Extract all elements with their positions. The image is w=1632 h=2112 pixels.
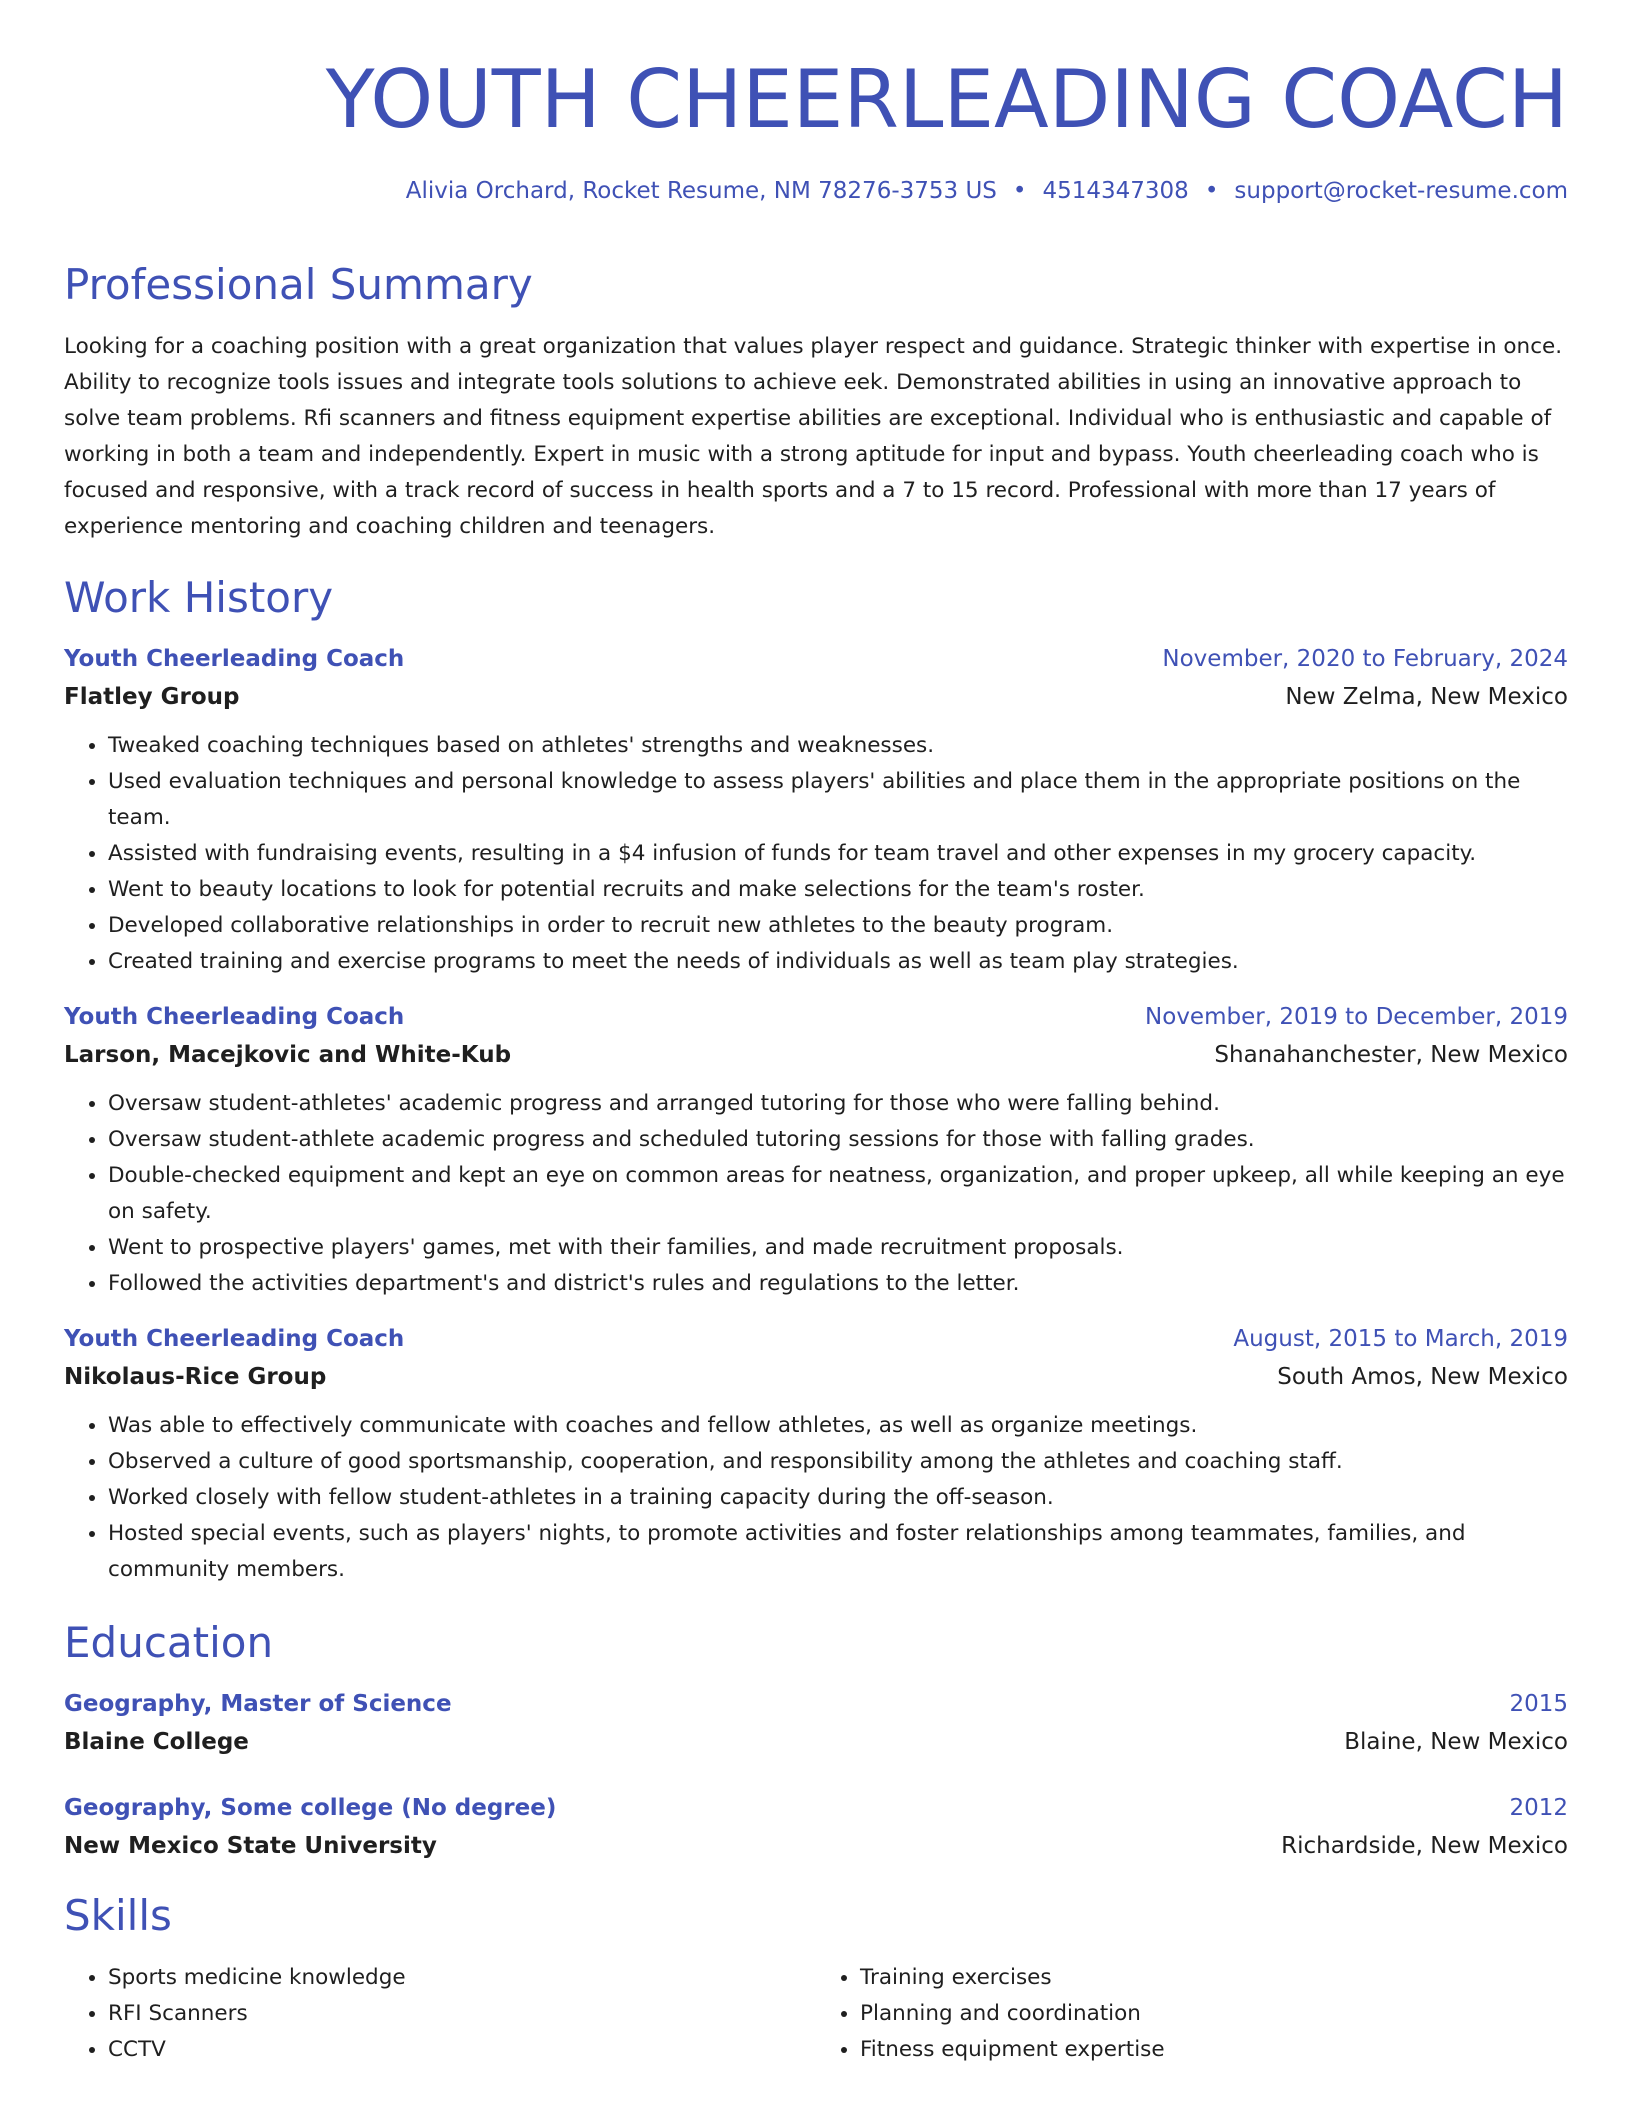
education-school: New Mexico State University	[64, 1833, 437, 1859]
skills-grid	[64, 1960, 1568, 2068]
skills-column-left	[64, 1960, 816, 2068]
job-location: South Amos, New Mexico	[1277, 1364, 1568, 1390]
job-bullet: • Worked closely with fellow student-athletes in a training capacity during the off-season.	[108, 1480, 1568, 1516]
education-heading: Education	[64, 1618, 274, 1667]
job-company-row	[64, 1042, 1568, 1068]
job-company: Nikolaus-Rice Group	[64, 1364, 327, 1390]
education-degree-row	[64, 1795, 1568, 1821]
job-bullet: • Observed a culture of good sportsmanship, cooperation, and responsibility among the athletes and coaching staff.	[108, 1444, 1568, 1480]
education-year: 2015	[1509, 1691, 1568, 1717]
job-location: Shanahanchester, New Mexico	[1214, 1042, 1568, 1068]
job-title-row	[64, 1004, 1568, 1030]
contact-line	[64, 178, 1568, 204]
education-school-row	[64, 1833, 1568, 1859]
skill-item: • Planning and coordination	[860, 1996, 1568, 2032]
education-entry	[64, 1795, 1568, 1859]
job-bullet: • Assisted with fundraising events, resulting in a $4 infusion of funds for team travel and other expenses in my grocery capacity.	[108, 836, 1568, 872]
job-dates: November, 2019 to December, 2019	[1145, 1004, 1568, 1030]
skills-list	[64, 1960, 816, 2068]
job-title: Youth Cheerleading Coach	[64, 646, 405, 672]
contact-email[interactable]: support@rocket-resume.com	[1234, 178, 1568, 204]
education-school: Blaine College	[64, 1729, 249, 1755]
education-degree: Geography, Master of Science	[64, 1691, 452, 1717]
job-title-row	[64, 1326, 1568, 1352]
job-bullet: • Tweaked coaching techniques based on athletes' strengths and weaknesses.	[108, 728, 1568, 764]
job-title: Youth Cheerleading Coach	[64, 1004, 405, 1030]
resume-title: YOUTH CHEERLEADING COACH	[325, 53, 1568, 146]
job-bullets	[64, 728, 1568, 980]
job-bullet: • Went to prospective players' games, met with their families, and made recruitment proposals.	[108, 1230, 1568, 1266]
summary-heading: Professional Summary	[64, 260, 533, 309]
job-dates: August, 2015 to March, 2019	[1233, 1326, 1568, 1352]
job-company-row	[64, 1364, 1568, 1390]
job-company: Larson, Macejkovic and White-Kub	[64, 1042, 512, 1068]
job-company-row	[64, 684, 1568, 710]
job-entry	[64, 1004, 1568, 1302]
contact-separator: •	[1012, 178, 1027, 204]
skill-item: • Sports medicine knowledge	[108, 1960, 816, 1996]
job-bullet: • Used evaluation techniques and personal knowledge to assess players' abilities and place them in the appropriate positions on the team.	[108, 764, 1568, 836]
education-school-row	[64, 1729, 1568, 1755]
job-bullet: • Hosted special events, such as players' nights, to promote activities and foster relationships among teammates, families, and community members.	[108, 1516, 1568, 1588]
job-company: Flatley Group	[64, 684, 240, 710]
job-dates: November, 2020 to February, 2024	[1162, 646, 1568, 672]
education-location: Blaine, New Mexico	[1344, 1729, 1568, 1755]
skill-item: • Training exercises	[860, 1960, 1568, 1996]
job-bullet: • Developed collaborative relationships in order to recruit new athletes to the beauty program.	[108, 908, 1568, 944]
job-title: Youth Cheerleading Coach	[64, 1326, 405, 1352]
job-entry	[64, 646, 1568, 980]
skills-column-right	[816, 1960, 1568, 2068]
education-degree-row	[64, 1691, 1568, 1717]
education-entry	[64, 1691, 1568, 1755]
job-bullet: • Oversaw student-athlete academic progress and scheduled tutoring sessions for those with falling grades.	[108, 1122, 1568, 1158]
job-bullet: • Was able to effectively communicate with coaches and fellow athletes, as well as organize meetings.	[108, 1408, 1568, 1444]
skill-item: • CCTV	[108, 2032, 816, 2068]
skill-item: • RFI Scanners	[108, 1996, 816, 2032]
job-bullets	[64, 1086, 1568, 1302]
skills-list	[816, 1960, 1568, 2068]
contact-phone: 4514347308	[1042, 178, 1189, 204]
job-bullet: • Double-checked equipment and kept an eye on common areas for neatness, organization, and proper upkeep, all while keeping an eye on safety.	[108, 1158, 1568, 1230]
contact-separator: •	[1204, 178, 1219, 204]
education-year: 2012	[1509, 1795, 1568, 1821]
job-title-row	[64, 646, 1568, 672]
job-bullet: • Oversaw student-athletes' academic progress and arranged tutoring for those who were falling behind.	[108, 1086, 1568, 1122]
work-history-heading: Work History	[64, 573, 334, 622]
summary-text: Looking for a coaching position with a great organization that values player respect and guidance. Strategic thinker with expertise in once. Ability to recognize tools issues and integrate tools solutions to achieve eek. Demonstrated abilities in using an innovative approach to solve team problems. Rfi scanners and fitness equipment expertise abilities are exceptional. Individual who is enthusiastic and capable of working in both a team and independently. Expert in music with a strong aptitude for input and bypass. Youth cheerleading coach who is focused and responsive, with a track record of success in health sports and a 7 to 15 record. Professional with more than 17 years of experience mentoring and coaching children and teenagers.	[64, 334, 1563, 539]
skills-heading: Skills	[64, 1891, 172, 1940]
education-degree: Geography, Some college (No degree)	[64, 1795, 557, 1821]
contact-address: Alivia Orchard, Rocket Resume, NM 78276-3753 US	[405, 178, 997, 204]
job-bullet: • Went to beauty locations to look for potential recruits and make selections for the team's roster.	[108, 872, 1568, 908]
job-location: New Zelma, New Mexico	[1285, 684, 1568, 710]
job-entry	[64, 1326, 1568, 1588]
job-bullet: • Created training and exercise programs to meet the needs of individuals as well as team play strategies.	[108, 944, 1568, 980]
job-bullets	[64, 1408, 1568, 1588]
education-location: Richardside, New Mexico	[1281, 1833, 1568, 1859]
job-bullet: • Followed the activities department's and district's rules and regulations to the letter.	[108, 1266, 1568, 1302]
skill-item: • Fitness equipment expertise	[860, 2032, 1568, 2068]
